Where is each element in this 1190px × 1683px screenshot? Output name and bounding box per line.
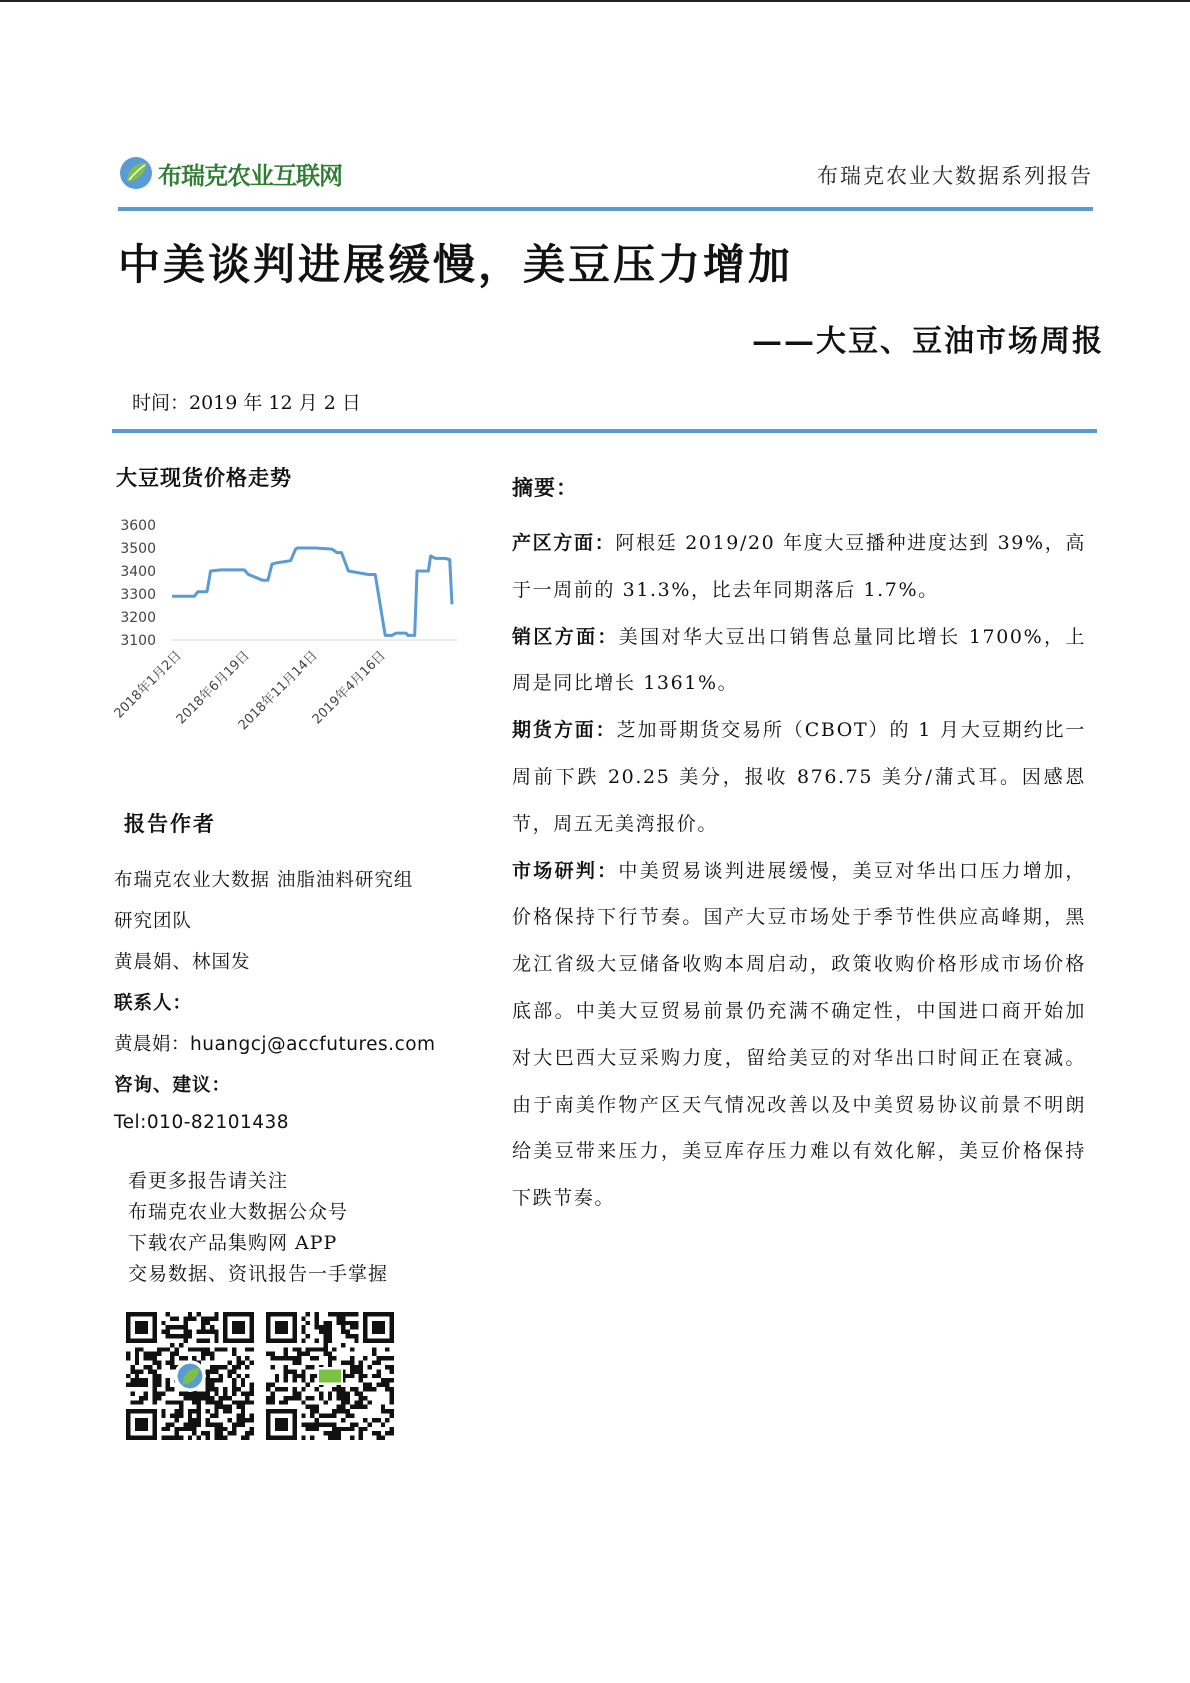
summary-heading: 摘要： xyxy=(512,475,578,500)
author-heading: 报告作者 xyxy=(124,811,216,836)
app-qr-code xyxy=(266,1312,394,1440)
follow-line: 看更多报告请关注 xyxy=(128,1170,289,1192)
y-tick-label: 3600 xyxy=(120,518,156,534)
header-divider xyxy=(118,207,1093,211)
price-series-line xyxy=(172,548,452,635)
contact-email: 黄晨娟：huangcj@accfutures.com xyxy=(114,1034,436,1055)
section-divider xyxy=(112,429,1097,433)
author-team: 研究团队 xyxy=(114,911,193,932)
author-org: 布瑞克农业大数据 油脂油料研究组 xyxy=(114,870,414,891)
paragraph-text: 美国对华大豆出口销售总量同比增长 1700%，上周是同比增长 1361%。 xyxy=(512,625,1086,695)
summary-paragraph xyxy=(512,520,1086,614)
consult-label: 咨询、建议： xyxy=(114,1075,232,1096)
paragraph-text: 芝加哥期货交易所（CBOT）的 1 月大豆期约比一周前下跌 20.25 美分，报收 876.75 美分/蒲式耳。因感恩节，周五无美湾报价。 xyxy=(512,719,1086,835)
contact-label: 联系人： xyxy=(114,993,193,1014)
paragraph-label: 期货方面： xyxy=(512,719,617,742)
paragraph-label: 市场研判： xyxy=(512,859,619,882)
summary-section xyxy=(512,472,1086,1222)
follow-line: 交易数据、资讯报告一手掌握 xyxy=(128,1263,389,1285)
follow-line: 下载农产品集购网 APP xyxy=(128,1232,338,1254)
y-tick-label: 3500 xyxy=(120,541,156,557)
x-tick-label: 2018年1月2日 xyxy=(112,648,185,722)
paragraph-text: 阿根廷 2019/20 年度大豆播种进度达到 39%，高于一周前的 31.3%，比去年同期落后 1.7%。 xyxy=(512,532,1086,601)
x-tick-label: 2018年6月19日 xyxy=(173,648,253,728)
x-tick-label: 2018年11月14日 xyxy=(235,648,321,734)
author-names: 黄晨娟、林国发 xyxy=(114,952,251,973)
series-title: 布瑞克农业大数据系列报告 xyxy=(817,164,1093,188)
top-border xyxy=(0,0,1190,2)
summary-paragraph xyxy=(512,614,1086,708)
y-tick-label: 3100 xyxy=(120,633,156,649)
y-tick-label: 3300 xyxy=(120,587,156,603)
summary-paragraph xyxy=(512,707,1086,847)
page-subtitle: ——大豆、豆油市场周报 xyxy=(752,324,1104,359)
page-title: 中美谈判进展缓慢，美豆压力增加 xyxy=(118,240,794,289)
logo-text: 布瑞克农业互联网 xyxy=(158,161,342,190)
paragraph-label: 销区方面： xyxy=(512,625,619,648)
y-tick-label: 3200 xyxy=(120,610,156,626)
paragraph-text: 中美贸易谈判进展缓慢，美豆对华出口压力增加，价格保持下行节奏。国产大豆市场处于季节性供应高峰期，黑龙江省级大豆储备收购本周启动，政策收购价格形成市场价格底部。中美大豆贸易前景仍充满不确定性，中国进口商开始加对大巴西大豆采购力度，留给美豆的对华出口时间正在衰减。由于南美作物产区天气情况改善以及中美贸易协议前景不明朗给美豆带来压力，美豆库存压力难以有效化解，美豆价格保持下跌节奏。 xyxy=(512,859,1086,1210)
paragraph-label: 产区方面： xyxy=(512,532,616,554)
wechat-qr-code xyxy=(126,1312,254,1440)
contact-tel: Tel:010-82101438 xyxy=(114,1112,290,1133)
summary-paragraph xyxy=(512,848,1086,1222)
leaf-logo-icon xyxy=(118,155,154,191)
x-tick-label: 2019年4月16日 xyxy=(309,648,389,728)
follow-line: 布瑞克农业大数据公众号 xyxy=(128,1201,349,1223)
chart-title: 大豆现货价格走势 xyxy=(116,465,292,490)
y-tick-label: 3400 xyxy=(120,564,156,580)
price-chart xyxy=(112,510,462,780)
brand-logo xyxy=(118,153,342,193)
report-date: 时间：2019 年 12 月 2 日 xyxy=(132,392,361,414)
